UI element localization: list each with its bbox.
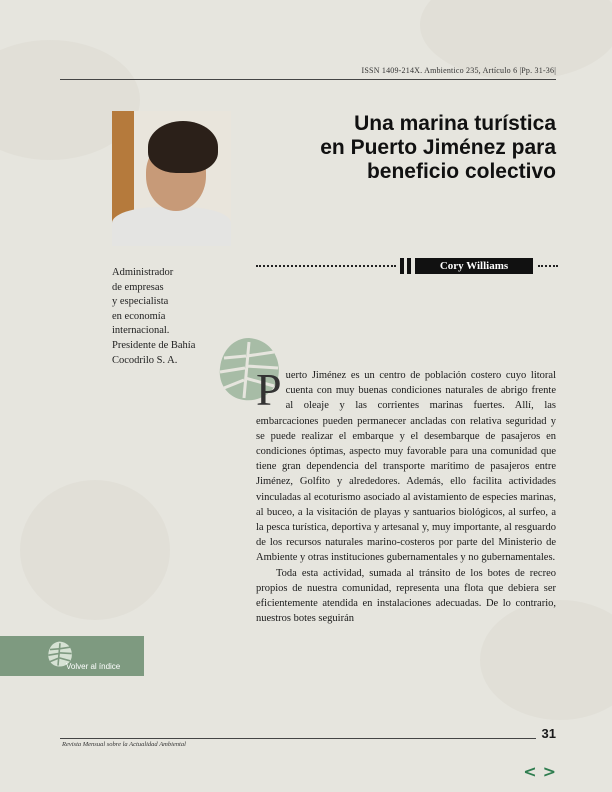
bio-line: y especialista [112,296,169,308]
background-texture [20,480,170,620]
bio-line: Presidente de Bahía [112,339,196,351]
bio-line: en economía [112,310,166,322]
drop-cap: P [256,364,282,415]
next-page-icon[interactable]: > [542,762,556,781]
bio-line: internacional. [112,325,170,337]
bio-line: Administrador [112,267,174,278]
page-navigation [523,764,556,780]
author-photo [112,111,231,246]
paragraph: Toda esta actividad, sumada al tránsito de los botes de recreo propios de nuestra comunidad, representa una flota que debiera ser eficientemente atendida en instalaciones adecuadas. De lo contrario, nuestros botes seguirán [256,567,556,625]
back-to-index-button[interactable] [0,636,144,676]
title-line: Una marina turística [354,112,556,135]
title-line: en Puerto Jiménez para [320,136,556,159]
title-line: beneficio colectivo [366,160,556,183]
dotted-rule [538,265,558,267]
dotted-rule [256,265,396,267]
issn-header: ISSN 1409-214X. Ambientico 235, Artículo 6 |Pp. 31-36| [361,66,556,75]
author-bar [400,258,404,274]
footer-rule [60,738,556,739]
back-to-index-label[interactable]: Volver al índice [66,662,121,671]
paragraph-text: uerto Jiménez es un centro de población costero cuyo litoral cuenta con muy buenas condiciones naturales de abrigo frente al oleaje y las corrientes marinas fuertes. Allí, las embarcaciones pueden permanecer ancladas con relativa seguridad y se puede realizar el embarque y el desembarque de pasajeros en condiciones óptimas, aspecto muy favorable para una comunidad que tiene gran dependencia del transporte marítimo de pasajeros entre Jiménez, Golfito y alrededores. Además, ello facilita actividades vinculadas al ecoturismo asociado al avistamiento de especies marinas, al buceo, a la visitación de playas y santuarios biológicos, al surfeo, a la pesca turística, deportiva y artesanal y, muy importante, al resguardo de los recursos naturales marino-costeros por parte del Ministerio de Ambiente y otras instituciones gubernamentales y no gubernamentales. [256,370,556,564]
previous-page-icon[interactable]: < [523,762,537,781]
author-bar [407,258,411,274]
bio-line: de empresas [112,281,164,293]
page-number: 31 [536,726,556,741]
article-title [320,112,556,184]
journal-name: Revista Mensual sobre la Actualidad Ambiental [62,741,186,748]
author-row [256,258,558,274]
bio-line: Cocodrilo S. A. [112,354,178,366]
paragraph [256,364,556,566]
author-name: Cory Williams [415,258,533,274]
header-rule [60,79,556,80]
article-body [256,364,556,626]
